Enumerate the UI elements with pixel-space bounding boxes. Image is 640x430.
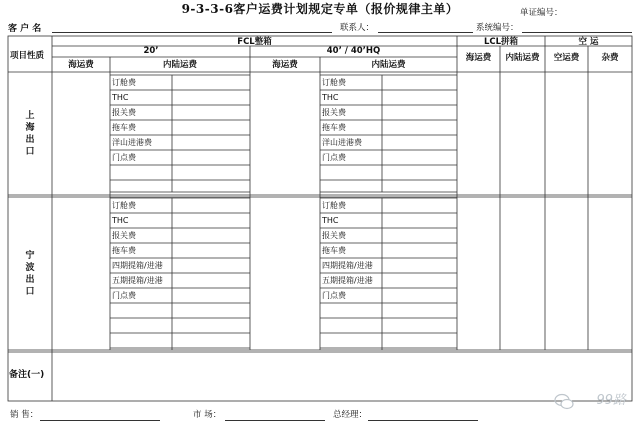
sh-40-item-thc: THC [322,93,339,102]
section-label-shanghai [22,110,38,158]
page-title: 9-3-3-6客户运费计划规定专单（报价规律主单） [181,2,459,16]
doc-number-label: 单证编号： [520,8,563,18]
nb-20-item-trucking: 拖车费 [112,246,136,255]
sh-20-item-customs: 报关费 [112,108,136,117]
sh-20-item-booking: 订舱费 [112,78,136,87]
lcl-header: LCL拼箱 [483,37,519,47]
sh-20-item-trucking: 拖车费 [112,123,136,132]
nb-20-item-thc: THC [112,216,129,225]
item-nature-header: 项目性质 [10,51,45,61]
system-number-label: 系统编号： [476,23,519,33]
sales-label: 销 售： [10,410,39,420]
nb-40-item-trucking: 拖车费 [322,246,346,255]
size-40-header: 40’ / 40’HQ [326,46,381,56]
sh-20-item-door: 门点费 [112,153,136,162]
nb-40-item-phase5: 五期提箱/进港 [322,276,373,285]
sh-40-item-trucking: 拖车费 [322,123,346,132]
market-label: 市 场： [193,410,222,420]
lcl-inland-fee-header: 内陆运费 [505,53,540,63]
nb-20-item-booking: 订舱费 [112,201,136,210]
lcl-ocean-fee-header: 海运费 [465,53,492,63]
nb-20-item-phase4: 四期提箱/进港 [112,261,163,270]
remarks-field[interactable] [53,353,631,400]
wechat-icon [554,393,574,410]
ocean-fee-40-header: 海运费 [272,60,298,70]
section-label-ningbo [22,250,38,298]
nb-20-item-customs: 报关费 [112,231,136,240]
section-label-shanghai-text: 上海出口 [25,111,35,157]
nb-40-item-door: 门点费 [322,291,346,300]
customer-label: 客 户 名 [8,24,42,34]
nb-40-item-phase4: 四期提箱/进港 [322,261,373,270]
gm-label: 总经理： [333,410,368,420]
sh-40-item-customs: 报关费 [322,108,346,117]
nb-20-item-phase5: 五期提箱/进港 [112,276,163,285]
gm-signature-field[interactable] [368,420,478,421]
sh-40-item-yangshan: 洋山进港费 [322,138,362,147]
misc-fee-header: 杂费 [601,53,619,63]
air-fee-header: 空运费 [553,53,580,63]
inland-fee-20-header: 内陆运费 [162,60,197,70]
inland-fee-40-header: 内陆运费 [371,60,406,70]
sh-40-item-booking: 订舱费 [322,78,346,87]
nb-20-item-door: 门点费 [112,291,136,300]
sales-signature-field[interactable] [40,420,160,421]
market-signature-field[interactable] [225,420,325,421]
air-header: 空 运 [578,37,599,47]
remarks-label: 备注(一) [9,370,45,380]
nb-40-item-customs: 报关费 [322,231,346,240]
section-label-ningbo-text: 宁波出口 [25,251,35,297]
contact-label: 联系人： [340,23,375,33]
watermark-text: 99路 [596,393,626,408]
sh-20-item-yangshan: 洋山进港费 [112,138,152,147]
sh-40-item-door: 门点费 [322,153,346,162]
fcl-header: FCL整箱 [237,37,272,47]
nb-40-item-thc: THC [322,216,339,225]
sh-20-item-thc: THC [112,93,129,102]
nb-40-item-booking: 订舱费 [322,201,346,210]
size-20-header: 20’ [143,46,159,56]
ocean-fee-20-header: 海运费 [68,60,94,70]
